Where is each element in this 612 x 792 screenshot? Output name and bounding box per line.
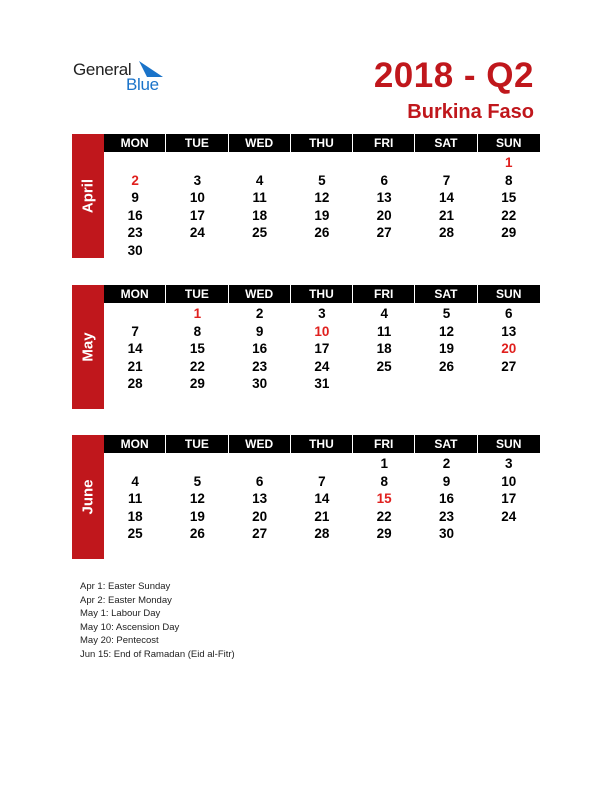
day-cell xyxy=(166,242,228,260)
weekday-label: TUE xyxy=(166,435,228,453)
day-cell xyxy=(104,154,166,172)
week-row xyxy=(104,525,540,543)
day-cell: 14 xyxy=(438,190,454,206)
day-cell: 14 xyxy=(314,491,330,507)
month-tab xyxy=(72,285,104,409)
day-cell: 2 xyxy=(442,456,451,471)
month-label: June xyxy=(79,479,97,515)
day-cell: 6 xyxy=(504,306,513,321)
day-cell: 25 xyxy=(252,225,268,241)
day-cell: 31 xyxy=(314,376,330,392)
day-cell: 22 xyxy=(376,508,392,524)
day-cell: 13 xyxy=(376,190,392,206)
week-row xyxy=(104,224,540,242)
day-cell: 7 xyxy=(442,172,451,188)
day-cell: 8 xyxy=(193,323,202,339)
month-block-may xyxy=(72,285,540,409)
day-cell: 16 xyxy=(127,207,143,223)
day-cell: 6 xyxy=(255,473,264,489)
day-cell xyxy=(291,154,353,172)
day-cell: 24 xyxy=(501,508,517,524)
day-cell xyxy=(353,242,415,260)
weekday-label: MON xyxy=(104,134,166,152)
day-cell: 20 xyxy=(252,508,268,524)
day-cell xyxy=(104,455,166,473)
day-cell: 19 xyxy=(438,341,454,357)
logo-word-general: General xyxy=(73,60,132,79)
day-cell: 23 xyxy=(252,358,268,374)
holiday-day-cell: 1 xyxy=(504,155,513,170)
holiday-day-cell: 15 xyxy=(376,491,392,507)
day-cell: 28 xyxy=(438,225,454,241)
day-cell: 19 xyxy=(314,207,330,223)
week-row xyxy=(104,305,540,323)
week-row xyxy=(104,490,540,508)
day-cell: 30 xyxy=(438,526,454,542)
day-cell xyxy=(478,525,540,543)
holiday-note: Apr 1: Easter Sunday xyxy=(80,581,171,592)
day-cell: 16 xyxy=(252,341,268,357)
week-row xyxy=(104,323,540,341)
day-cell: 10 xyxy=(189,190,205,206)
day-cell: 30 xyxy=(127,243,143,258)
weekday-label: TUE xyxy=(166,285,228,303)
holiday-day-cell: 1 xyxy=(193,306,202,321)
weekday-label: SUN xyxy=(478,285,540,303)
day-cell: 12 xyxy=(438,323,454,339)
weekday-label: THU xyxy=(291,285,353,303)
weekday-header xyxy=(104,285,540,303)
holiday-day-cell: 10 xyxy=(314,323,330,339)
weekday-label: SAT xyxy=(415,435,477,453)
day-cell xyxy=(353,154,415,172)
holiday-note: May 20: Pentecost xyxy=(80,635,159,647)
day-cell: 17 xyxy=(314,341,330,357)
weekday-header xyxy=(104,435,540,453)
day-cell xyxy=(166,154,228,172)
day-cell xyxy=(229,455,291,473)
day-cell xyxy=(415,375,477,393)
holiday-note: Jun 15: End of Ramadan (Eid al-Fitr) xyxy=(80,648,235,660)
day-cell: 28 xyxy=(127,376,143,392)
weekday-header xyxy=(104,134,540,152)
day-cell: 23 xyxy=(127,225,143,241)
day-cell: 18 xyxy=(127,508,143,524)
day-cell: 25 xyxy=(127,526,143,542)
day-cell xyxy=(478,242,540,260)
holiday-note: May 10: Ascension Day xyxy=(80,621,180,633)
month-block-april xyxy=(72,134,540,258)
day-cell: 28 xyxy=(314,526,330,542)
day-cell: 4 xyxy=(255,172,264,188)
week-row xyxy=(104,375,540,393)
week-row xyxy=(104,358,540,376)
day-cell: 9 xyxy=(131,190,139,206)
week-row xyxy=(104,473,540,491)
day-cell xyxy=(104,305,166,323)
weekday-label: SUN xyxy=(478,134,540,152)
weekday-label: MON xyxy=(104,435,166,453)
weekday-label: FRI xyxy=(353,435,415,453)
day-cell: 3 xyxy=(318,306,326,321)
day-cell: 29 xyxy=(376,526,392,542)
weekday-label: FRI xyxy=(353,134,415,152)
day-cell: 11 xyxy=(252,190,267,206)
month-tab xyxy=(72,435,104,559)
week-row xyxy=(104,207,540,225)
day-cell: 27 xyxy=(252,526,268,542)
day-cell: 9 xyxy=(442,473,451,489)
day-cell: 26 xyxy=(314,225,330,241)
day-cell: 29 xyxy=(189,376,205,392)
day-cell: 15 xyxy=(189,341,205,357)
holiday-day-cell: 20 xyxy=(501,341,517,357)
day-cell: 18 xyxy=(252,207,268,223)
week-row xyxy=(104,340,540,358)
day-cell: 3 xyxy=(193,172,202,188)
page-title: 2018 - Q2 xyxy=(373,56,534,95)
holiday-notes xyxy=(80,580,235,662)
day-cell: 21 xyxy=(438,207,454,223)
day-cell: 12 xyxy=(314,190,330,206)
country-name: Burkina Faso xyxy=(407,101,534,123)
day-cell: 13 xyxy=(501,323,517,339)
day-cell: 4 xyxy=(131,473,139,489)
day-cell: 20 xyxy=(376,207,392,223)
day-cell: 22 xyxy=(189,358,205,374)
day-cell xyxy=(353,375,415,393)
day-cell xyxy=(291,455,353,473)
day-cell: 24 xyxy=(189,225,205,241)
day-cell: 30 xyxy=(252,376,268,392)
day-cell xyxy=(291,242,353,260)
day-cell: 11 xyxy=(127,491,143,507)
day-cell: 29 xyxy=(501,225,517,241)
day-cell: 21 xyxy=(127,358,143,374)
day-cell: 23 xyxy=(438,508,454,524)
week-row xyxy=(104,172,540,190)
weekday-label: THU xyxy=(291,134,353,152)
day-cell: 12 xyxy=(189,491,205,507)
day-cell: 14 xyxy=(127,341,143,357)
weekday-label: WED xyxy=(229,285,291,303)
holiday-note: May 1: Labour Day xyxy=(80,608,161,620)
month-label: May xyxy=(79,332,97,362)
logo xyxy=(73,60,183,96)
day-cell: 8 xyxy=(504,172,513,188)
month-label: April xyxy=(79,178,97,214)
day-cell: 26 xyxy=(189,526,205,542)
week-row xyxy=(104,154,540,172)
week-row xyxy=(104,455,540,473)
day-cell xyxy=(166,455,228,473)
day-cell: 17 xyxy=(501,491,517,507)
day-cell xyxy=(229,242,291,260)
day-cell: 10 xyxy=(501,473,517,489)
day-cell: 3 xyxy=(504,456,513,471)
weekday-label: TUE xyxy=(166,134,228,152)
day-cell: 15 xyxy=(501,190,517,206)
week-row xyxy=(104,189,540,207)
weekday-label: WED xyxy=(229,435,291,453)
weekday-label: THU xyxy=(291,435,353,453)
day-cell: 21 xyxy=(314,508,330,524)
day-cell: 16 xyxy=(438,491,454,507)
day-cell xyxy=(478,375,540,393)
day-cell: 26 xyxy=(438,358,454,374)
day-cell: 18 xyxy=(376,341,392,357)
weekday-label: SAT xyxy=(415,285,477,303)
day-cell: 25 xyxy=(376,358,392,374)
week-row xyxy=(104,508,540,526)
weekday-label: SAT xyxy=(415,134,477,152)
weekday-label: MON xyxy=(104,285,166,303)
day-cell: 13 xyxy=(252,491,268,507)
weekday-label: FRI xyxy=(353,285,415,303)
day-cell: 27 xyxy=(501,358,517,374)
day-cell: 5 xyxy=(193,473,202,489)
day-cell: 2 xyxy=(255,306,264,321)
day-cell: 1 xyxy=(380,456,388,471)
day-cell: 7 xyxy=(318,473,326,489)
holiday-note: Apr 2: Easter Monday xyxy=(80,594,172,606)
day-cell: 17 xyxy=(189,207,205,223)
day-cell: 7 xyxy=(131,323,139,339)
weekday-label: WED xyxy=(229,134,291,152)
day-cell: 6 xyxy=(380,172,388,188)
day-cell: 4 xyxy=(380,306,388,321)
day-cell xyxy=(415,154,477,172)
day-cell: 22 xyxy=(501,207,517,223)
day-cell: 19 xyxy=(189,508,205,524)
day-cell: 27 xyxy=(376,225,392,241)
day-cell xyxy=(415,242,477,260)
holiday-day-cell: 2 xyxy=(131,172,139,188)
month-tab xyxy=(72,134,104,258)
day-cell xyxy=(229,154,291,172)
day-cell: 5 xyxy=(318,172,326,188)
day-cell: 9 xyxy=(255,323,264,339)
day-cell: 24 xyxy=(314,358,330,374)
day-cell: 8 xyxy=(380,473,388,489)
day-cell: 5 xyxy=(442,306,451,321)
day-cell: 11 xyxy=(377,323,392,339)
month-block-june xyxy=(72,435,540,559)
weekday-label: SUN xyxy=(478,435,540,453)
logo-word-blue: Blue xyxy=(126,75,159,94)
week-row xyxy=(104,242,540,260)
